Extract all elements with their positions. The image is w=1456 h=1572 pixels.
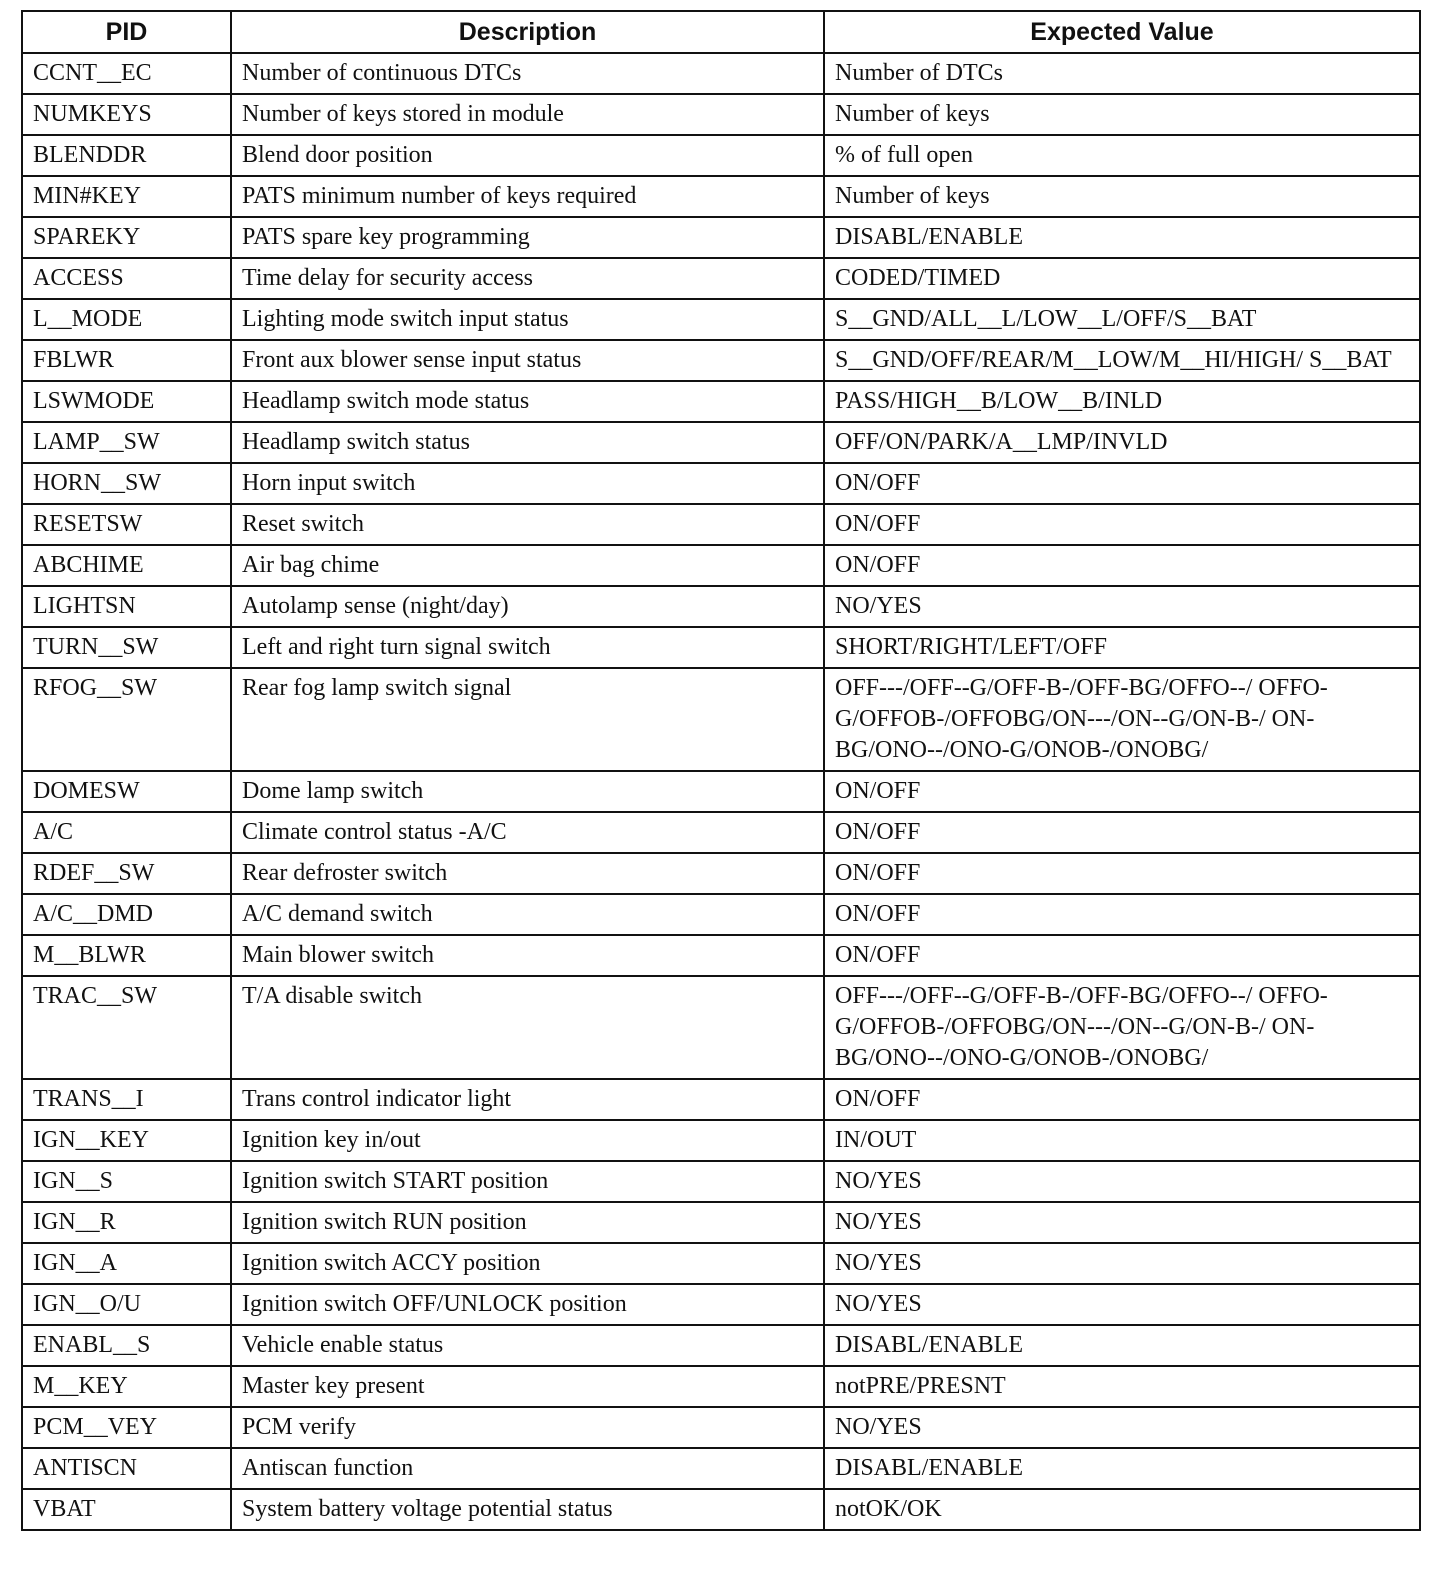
pid-table	[21, 10, 1421, 1531]
expected-value-cell: ON/OFF	[824, 853, 1420, 894]
table-row	[22, 1448, 1420, 1489]
pid-cell: TRAC__SW	[22, 976, 231, 1079]
table-row	[22, 1161, 1420, 1202]
header-pid: PID	[22, 11, 231, 53]
description-cell: A/C demand switch	[231, 894, 824, 935]
description-cell: PATS minimum number of keys required	[231, 176, 824, 217]
expected-value-cell: OFF/ON/PARK/A__LMP/INVLD	[824, 422, 1420, 463]
expected-value-cell: NO/YES	[824, 1284, 1420, 1325]
pid-cell: BLENDDR	[22, 135, 231, 176]
header-expected-value: Expected Value	[824, 11, 1420, 53]
document-page	[21, 10, 1419, 1531]
table-row	[22, 176, 1420, 217]
expected-value-cell: Number of keys	[824, 94, 1420, 135]
description-cell: Lighting mode switch input status	[231, 299, 824, 340]
table-row	[22, 94, 1420, 135]
pid-cell: TURN__SW	[22, 627, 231, 668]
expected-value-cell: notPRE/PRESNT	[824, 1366, 1420, 1407]
description-cell: Master key present	[231, 1366, 824, 1407]
description-cell: Headlamp switch status	[231, 422, 824, 463]
table-body	[22, 53, 1420, 1530]
table-row	[22, 627, 1420, 668]
pid-cell: M__BLWR	[22, 935, 231, 976]
description-cell: Rear fog lamp switch signal	[231, 668, 824, 771]
pid-cell: PCM__VEY	[22, 1407, 231, 1448]
table-row	[22, 135, 1420, 176]
description-cell: Rear defroster switch	[231, 853, 824, 894]
expected-value-cell: ON/OFF	[824, 545, 1420, 586]
expected-value-cell: % of full open	[824, 135, 1420, 176]
pid-cell: VBAT	[22, 1489, 231, 1530]
table-row	[22, 1366, 1420, 1407]
header-row	[22, 11, 1420, 53]
table-header	[22, 11, 1420, 53]
pid-cell: RFOG__SW	[22, 668, 231, 771]
table-row	[22, 463, 1420, 504]
table-row	[22, 894, 1420, 935]
table-row	[22, 771, 1420, 812]
description-cell: Ignition switch OFF/UNLOCK position	[231, 1284, 824, 1325]
description-cell: Climate control status -A/C	[231, 812, 824, 853]
expected-value-cell: ON/OFF	[824, 812, 1420, 853]
expected-value-cell: PASS/HIGH__B/LOW__B/INLD	[824, 381, 1420, 422]
pid-cell: TRANS__I	[22, 1079, 231, 1120]
expected-value-cell: ON/OFF	[824, 463, 1420, 504]
table-row	[22, 504, 1420, 545]
table-row	[22, 1284, 1420, 1325]
expected-value-cell: NO/YES	[824, 1407, 1420, 1448]
expected-value-cell: S__GND/ALL__L/LOW__L/OFF/S__BAT	[824, 299, 1420, 340]
pid-cell: ANTISCN	[22, 1448, 231, 1489]
expected-value-cell: ON/OFF	[824, 935, 1420, 976]
pid-cell: RDEF__SW	[22, 853, 231, 894]
pid-cell: NUMKEYS	[22, 94, 231, 135]
pid-cell: IGN__KEY	[22, 1120, 231, 1161]
description-cell: Time delay for security access	[231, 258, 824, 299]
pid-cell: HORN__SW	[22, 463, 231, 504]
description-cell: Air bag chime	[231, 545, 824, 586]
description-cell: Vehicle enable status	[231, 1325, 824, 1366]
expected-value-cell: SHORT/RIGHT/LEFT/OFF	[824, 627, 1420, 668]
description-cell: Antiscan function	[231, 1448, 824, 1489]
description-cell: Reset switch	[231, 504, 824, 545]
table-row	[22, 1079, 1420, 1120]
pid-cell: DOMESW	[22, 771, 231, 812]
table-row	[22, 545, 1420, 586]
expected-value-cell: ON/OFF	[824, 771, 1420, 812]
description-cell: Ignition key in/out	[231, 1120, 824, 1161]
table-row	[22, 381, 1420, 422]
table-row	[22, 1489, 1420, 1530]
description-cell: PATS spare key programming	[231, 217, 824, 258]
pid-cell: L__MODE	[22, 299, 231, 340]
pid-cell: A/C__DMD	[22, 894, 231, 935]
description-cell: PCM verify	[231, 1407, 824, 1448]
description-cell: Ignition switch RUN position	[231, 1202, 824, 1243]
description-cell: Left and right turn signal switch	[231, 627, 824, 668]
description-cell: Horn input switch	[231, 463, 824, 504]
expected-value-cell: NO/YES	[824, 1202, 1420, 1243]
expected-value-cell: DISABL/ENABLE	[824, 1448, 1420, 1489]
table-row	[22, 1243, 1420, 1284]
description-cell: T/A disable switch	[231, 976, 824, 1079]
expected-value-cell: OFF---/OFF--G/OFF-B-/OFF-BG/OFFO--/ OFFO-G/OFFOB-/OFFOBG/ON---/ON--G/ON-B-/ ON-BG/ONO--/ONO-G/ONOB-/ONOBG/	[824, 668, 1420, 771]
pid-cell: M__KEY	[22, 1366, 231, 1407]
expected-value-cell: DISABL/ENABLE	[824, 217, 1420, 258]
table-row	[22, 53, 1420, 94]
pid-cell: IGN__R	[22, 1202, 231, 1243]
expected-value-cell: NO/YES	[824, 586, 1420, 627]
expected-value-cell: NO/YES	[824, 1243, 1420, 1284]
description-cell: Ignition switch ACCY position	[231, 1243, 824, 1284]
table-row	[22, 299, 1420, 340]
description-cell: Headlamp switch mode status	[231, 381, 824, 422]
pid-cell: ABCHIME	[22, 545, 231, 586]
table-row	[22, 1407, 1420, 1448]
pid-cell: CCNT__EC	[22, 53, 231, 94]
expected-value-cell: S__GND/OFF/REAR/M__LOW/M__HI/HIGH/ S__BAT	[824, 340, 1420, 381]
expected-value-cell: ON/OFF	[824, 894, 1420, 935]
header-description: Description	[231, 11, 824, 53]
pid-cell: ENABL__S	[22, 1325, 231, 1366]
expected-value-cell: IN/OUT	[824, 1120, 1420, 1161]
pid-cell: IGN__O/U	[22, 1284, 231, 1325]
expected-value-cell: Number of keys	[824, 176, 1420, 217]
pid-cell: SPAREKY	[22, 217, 231, 258]
table-row	[22, 340, 1420, 381]
pid-cell: RESETSW	[22, 504, 231, 545]
description-cell: Trans control indicator light	[231, 1079, 824, 1120]
expected-value-cell: notOK/OK	[824, 1489, 1420, 1530]
description-cell: Number of continuous DTCs	[231, 53, 824, 94]
table-row	[22, 853, 1420, 894]
description-cell: Ignition switch START position	[231, 1161, 824, 1202]
description-cell: System battery voltage potential status	[231, 1489, 824, 1530]
expected-value-cell: OFF---/OFF--G/OFF-B-/OFF-BG/OFFO--/ OFFO-G/OFFOB-/OFFOBG/ON---/ON--G/ON-B-/ ON-BG/ONO--/ONO-G/ONOB-/ONOBG/	[824, 976, 1420, 1079]
table-row	[22, 1120, 1420, 1161]
pid-cell: LIGHTSN	[22, 586, 231, 627]
table-row	[22, 1202, 1420, 1243]
description-cell: Blend door position	[231, 135, 824, 176]
pid-cell: LSWMODE	[22, 381, 231, 422]
table-row	[22, 217, 1420, 258]
table-row	[22, 422, 1420, 463]
table-row	[22, 668, 1420, 771]
expected-value-cell: NO/YES	[824, 1161, 1420, 1202]
expected-value-cell: DISABL/ENABLE	[824, 1325, 1420, 1366]
description-cell: Autolamp sense (night/day)	[231, 586, 824, 627]
expected-value-cell: CODED/TIMED	[824, 258, 1420, 299]
description-cell: Number of keys stored in module	[231, 94, 824, 135]
description-cell: Front aux blower sense input status	[231, 340, 824, 381]
table-row	[22, 935, 1420, 976]
table-row	[22, 1325, 1420, 1366]
description-cell: Dome lamp switch	[231, 771, 824, 812]
table-row	[22, 976, 1420, 1079]
description-cell: Main blower switch	[231, 935, 824, 976]
pid-cell: ACCESS	[22, 258, 231, 299]
pid-cell: FBLWR	[22, 340, 231, 381]
pid-cell: IGN__A	[22, 1243, 231, 1284]
pid-cell: MIN#KEY	[22, 176, 231, 217]
expected-value-cell: ON/OFF	[824, 1079, 1420, 1120]
table-row	[22, 586, 1420, 627]
table-row	[22, 812, 1420, 853]
table-row	[22, 258, 1420, 299]
pid-cell: IGN__S	[22, 1161, 231, 1202]
pid-cell: A/C	[22, 812, 231, 853]
expected-value-cell: ON/OFF	[824, 504, 1420, 545]
pid-cell: LAMP__SW	[22, 422, 231, 463]
expected-value-cell: Number of DTCs	[824, 53, 1420, 94]
